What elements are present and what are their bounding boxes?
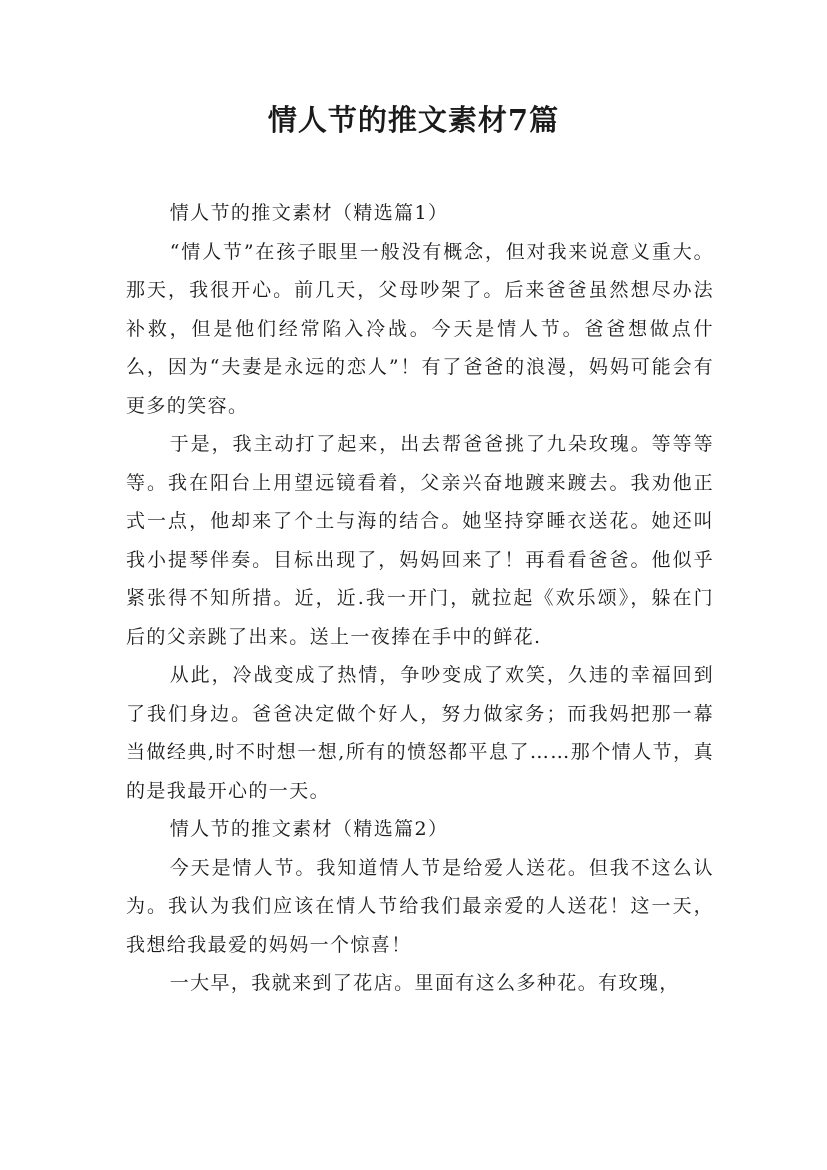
paragraph: 于是，我主动打了起来，出去帮爸爸挑了九朵玫瑰。等等等等。我在阳台上用望远镜看着，父亲兴奋地踱来踱去。我劝他正式一点，他却来了个土与海的结合。她坚持穿睡衣送花。她还叫我小提琴伴奏。目标出现了，妈妈回来了！再看看爸爸。他似乎紧张得不知所措。近，近.我一开门，就拉起《欢乐颂》，躲在门后的父亲跳了出来。送上一夜捧在手中的鲜花.	[126, 433, 714, 648]
section-heading-1: 情人节的推文素材（精选篇1）	[169, 202, 449, 224]
paragraph: 今天是情人节。我知道情人节是给爱人送花。但我不这么认为。我认为我们应该在情人节给我们最亲爱的人送花！这一天，我想给我最爱的妈妈一个惊喜！	[126, 856, 714, 956]
document-body	[126, 194, 714, 1003]
section-heading-2: 情人节的推文素材（精选篇2）	[169, 818, 449, 840]
paragraph: 从此，冷战变成了热情，争吵变成了欢笑，久违的幸福回到了我们身边。爸爸决定做个好人，努力做家务；而我妈把那一幕当做经典,时不时想一想,所有的愤怒都平息了……那个情人节，真的是我最开心的一天。	[126, 664, 714, 802]
paragraph: “情人节”在孩子眼里一般没有概念，但对我来说意义重大。那天，我很开心。前几天，父母吵架了。后来爸爸虽然想尽办法补救，但是他们经常陷入冷战。今天是情人节。爸爸想做点什么，因为“夫妻是永远的恋人”！有了爸爸的浪漫，妈妈可能会有更多的笑容。	[126, 240, 714, 417]
document-title: 情人节的推文素材7篇	[267, 103, 560, 137]
paragraph: 一大早，我就来到了花店。里面有这么多种花。有玫瑰，	[169, 972, 680, 994]
